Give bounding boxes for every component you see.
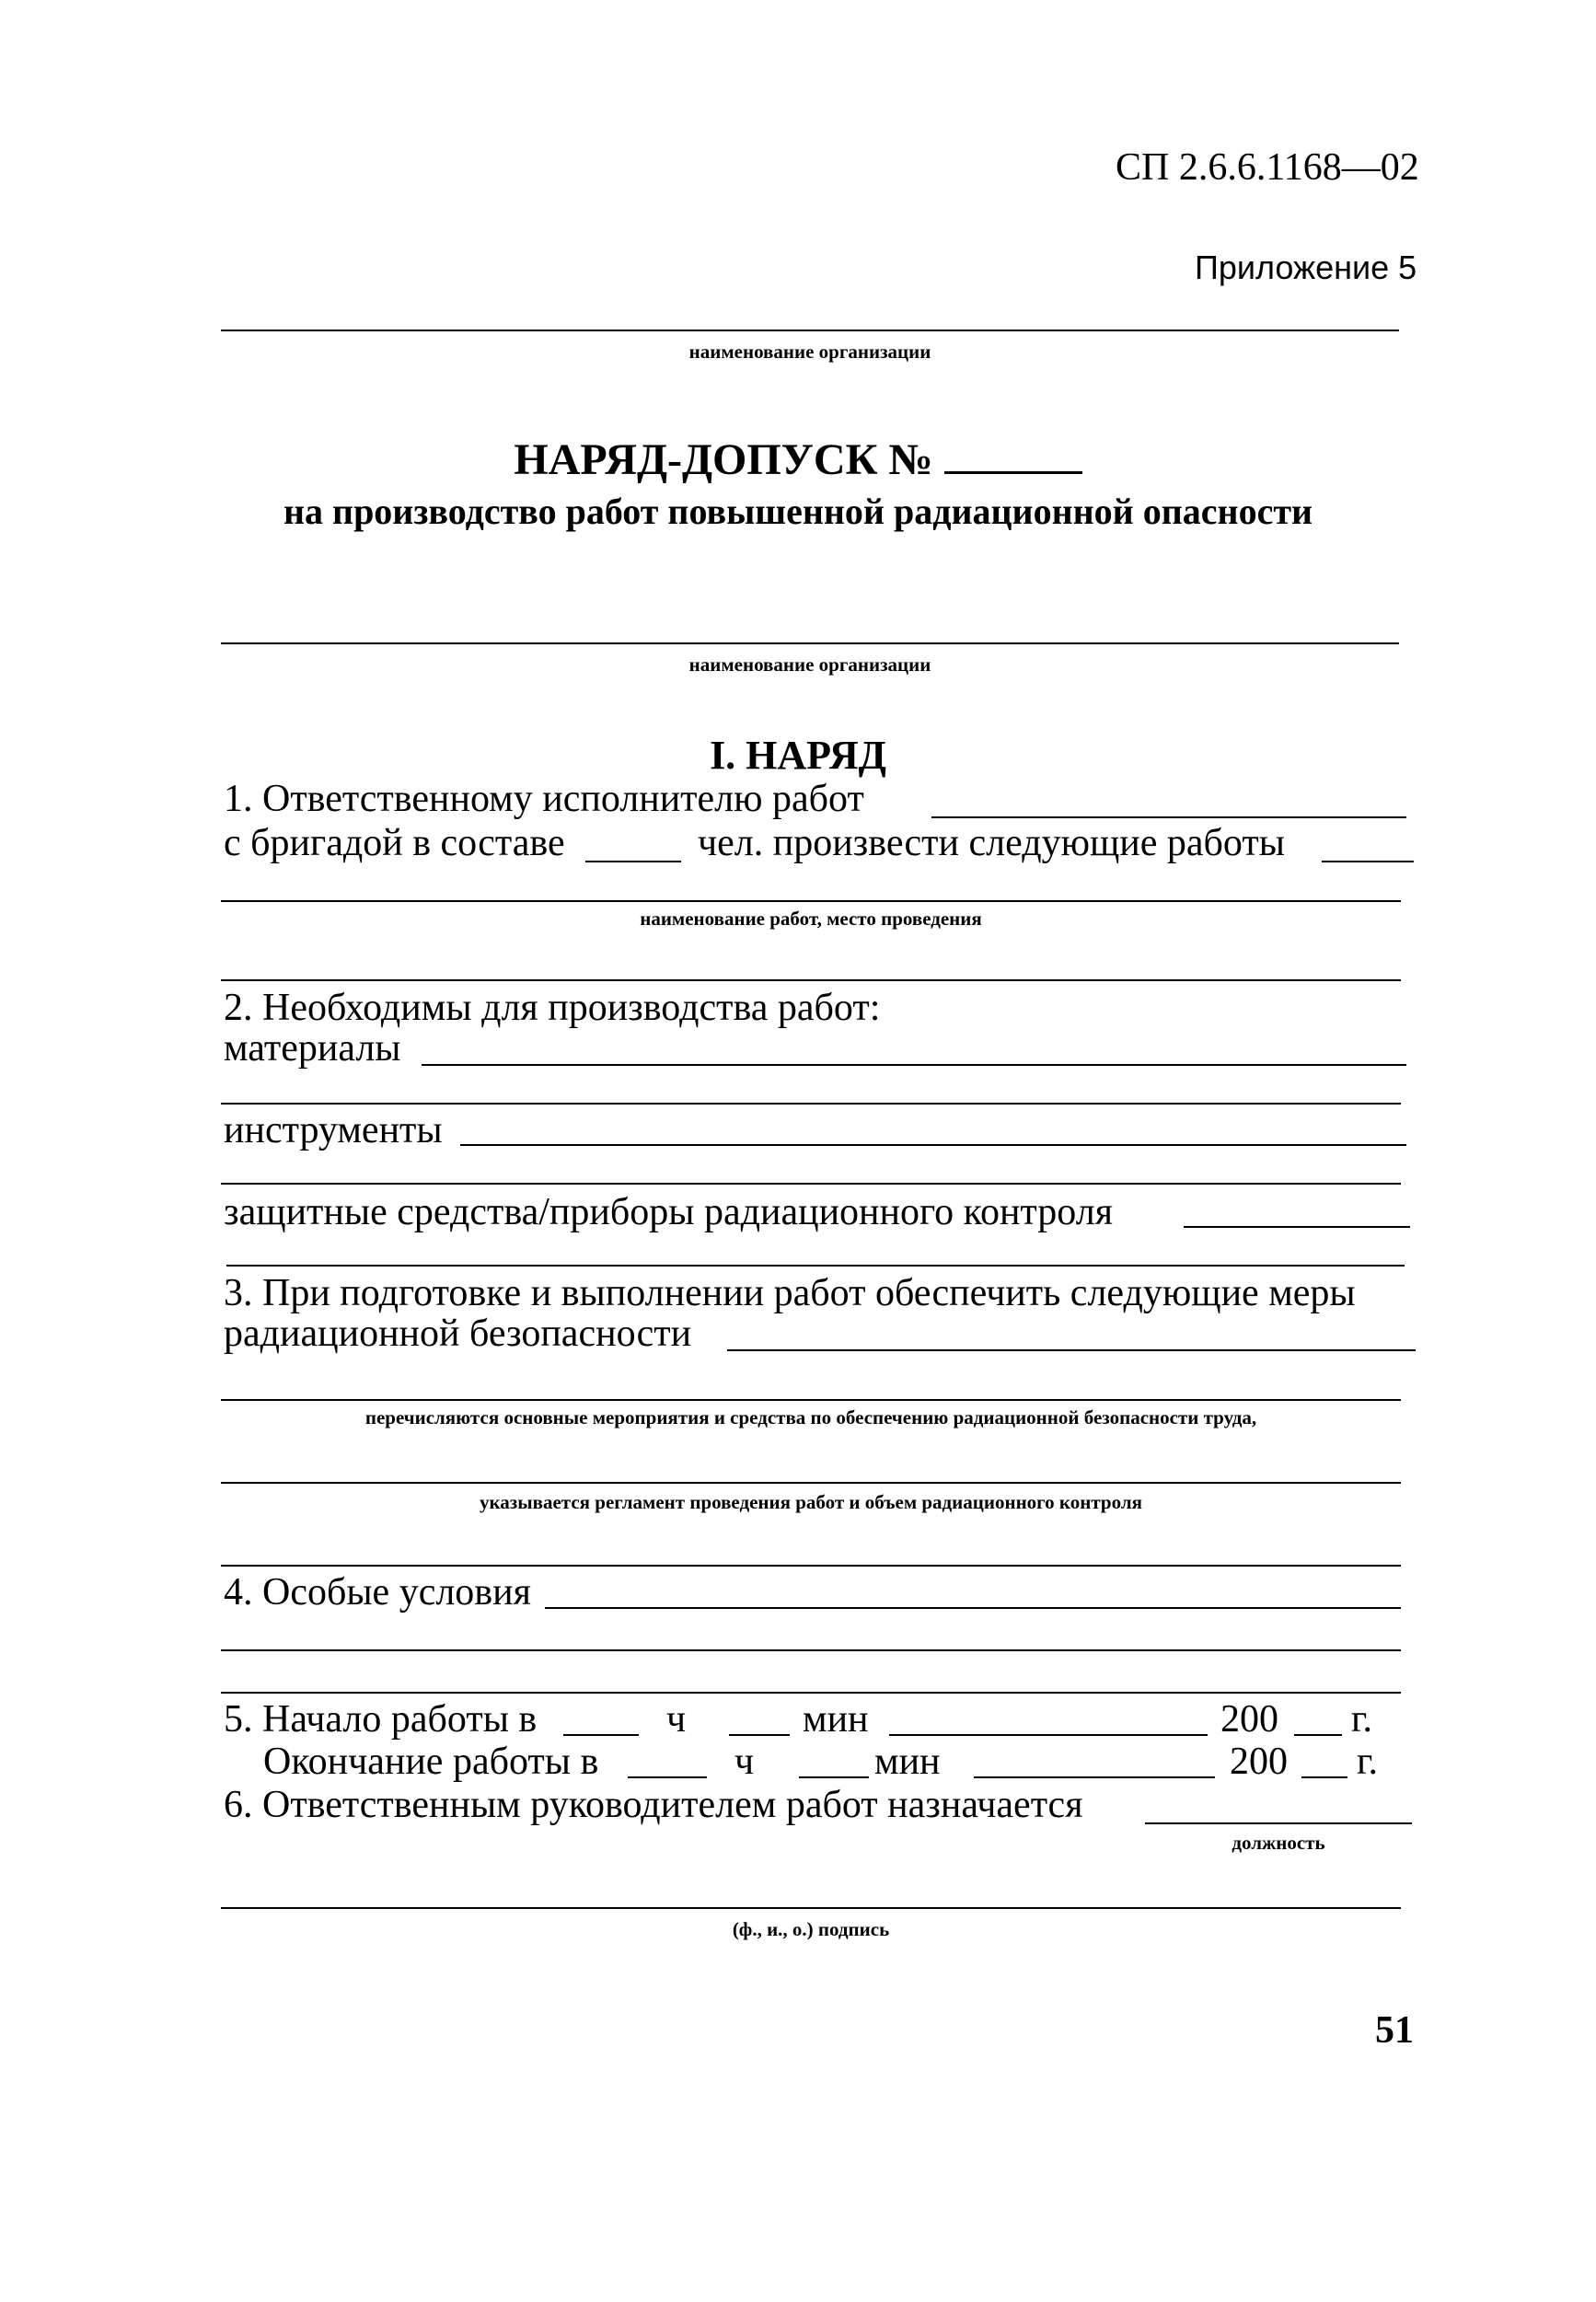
safety-measures-line-4[interactable]	[221, 1565, 1401, 1567]
works-field-inline[interactable]	[1322, 861, 1414, 862]
document-code: СП 2.6.6.1168—02	[1116, 146, 1419, 189]
tools-field-line-2[interactable]	[221, 1183, 1401, 1185]
start-minute-unit: мин	[803, 1698, 869, 1741]
special-conditions-line-3[interactable]	[221, 1692, 1401, 1694]
protective-field-line-2[interactable]	[226, 1265, 1405, 1267]
safety-measures-field[interactable]	[727, 1349, 1416, 1351]
tools-field[interactable]	[460, 1144, 1406, 1146]
manager-position-field[interactable]	[1145, 1822, 1412, 1824]
end-year-suffix: г.	[1357, 1741, 1378, 1783]
end-hour-unit: ч	[734, 1741, 755, 1783]
item6-label: 6. Ответственным руководителем работ назначается	[224, 1784, 1083, 1826]
manager-name-caption: (ф., и., о.) подпись	[732, 1918, 890, 1940]
special-conditions-line-2[interactable]	[221, 1649, 1401, 1651]
start-hour-unit: ч	[666, 1698, 687, 1741]
appendix-label: Приложение 5	[1195, 249, 1417, 286]
org-name-line-2	[221, 642, 1399, 644]
permit-number-field[interactable]	[944, 436, 1082, 474]
start-hour-field[interactable]	[563, 1734, 639, 1736]
materials-field-line-2[interactable]	[221, 1103, 1401, 1105]
end-date-field[interactable]	[974, 1776, 1215, 1778]
end-year-field[interactable]	[1301, 1776, 1347, 1778]
item3-line2: радиационной безопасности	[224, 1313, 692, 1355]
manager-name-field[interactable]	[221, 1907, 1401, 1909]
works-field-line-2[interactable]	[221, 979, 1401, 981]
works-field-line[interactable]	[221, 900, 1401, 902]
safety-measures-caption-2: указывается регламент проведения работ и объем радиационного контроля	[480, 1491, 1142, 1513]
org-name-caption-2: наименование организации	[688, 654, 931, 676]
start-year-suffix: г.	[1351, 1698, 1372, 1741]
start-year-prefix: 200	[1220, 1698, 1278, 1741]
materials-field[interactable]	[422, 1064, 1406, 1066]
end-label: Окончание работы в	[263, 1741, 599, 1783]
item3-line1: 3. При подготовке и выполнении работ обеспечить следующие меры	[224, 1272, 1356, 1314]
safety-measures-caption-1: перечисляются основные мероприятия и средства по обеспечению радиационной безопасности труда,	[364, 1406, 1257, 1429]
item4-label: 4. Особые условия	[224, 1571, 531, 1614]
start-date-field[interactable]	[889, 1734, 1208, 1736]
start-minute-field[interactable]	[729, 1734, 790, 1736]
materials-label: материалы	[224, 1027, 401, 1070]
page-number: 51	[1375, 2009, 1414, 2052]
title-text: НАРЯД-ДОПУСК №	[514, 435, 933, 484]
org-name-line-1	[221, 330, 1399, 331]
item2-heading: 2. Необходимы для производства работ:	[224, 987, 881, 1029]
end-minute-field[interactable]	[799, 1776, 869, 1778]
document-title	[0, 434, 1596, 485]
document-subtitle: на производство работ повышенной радиационной опасности	[283, 491, 1313, 532]
item1-line2-b: чел. произвести следующие работы	[698, 822, 1285, 864]
item1-line2-a: с бригадой в составе	[224, 822, 565, 864]
end-year-prefix: 200	[1230, 1741, 1288, 1783]
protective-label: защитные средства/приборы радиационного контроля	[224, 1191, 1114, 1233]
protective-field[interactable]	[1184, 1226, 1410, 1228]
org-name-caption-1: наименование организации	[688, 341, 931, 363]
manager-position-caption: должность	[1232, 1832, 1325, 1854]
tools-label: инструменты	[224, 1109, 443, 1151]
end-minute-unit: мин	[874, 1741, 941, 1783]
works-caption: наименование работ, место проведения	[640, 908, 982, 930]
start-label: 5. Начало работы в	[224, 1698, 538, 1741]
safety-measures-line-2[interactable]	[221, 1399, 1401, 1401]
end-hour-field[interactable]	[628, 1776, 707, 1778]
team-size-field[interactable]	[585, 861, 681, 862]
safety-measures-line-3[interactable]	[221, 1482, 1401, 1484]
responsible-executor-field[interactable]	[931, 816, 1406, 818]
special-conditions-field[interactable]	[545, 1607, 1401, 1609]
section-heading: I. НАРЯД	[710, 733, 886, 778]
item1-line1: 1. Ответственному исполнителю работ	[224, 778, 864, 820]
start-year-field[interactable]	[1294, 1734, 1342, 1736]
